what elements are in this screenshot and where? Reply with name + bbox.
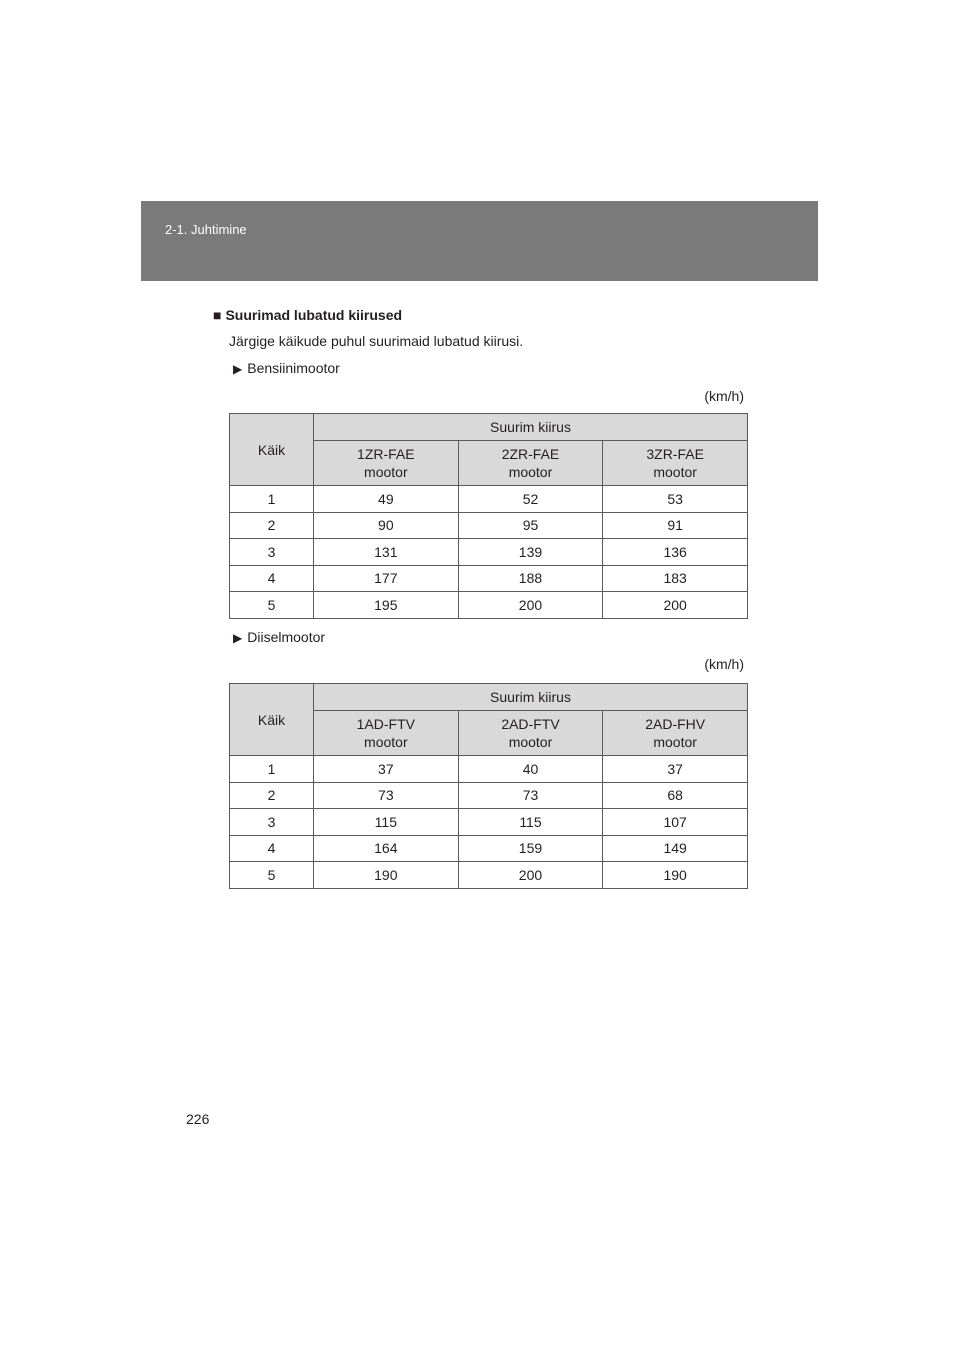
table-row [230, 486, 748, 513]
section-title: 2-1. Juhtimine [165, 222, 247, 237]
engine-column-header: 3ZR-FAE mootor [603, 441, 748, 486]
engine-column-header: 2ZR-FAE mootor [458, 441, 603, 486]
gear-cell: 4 [230, 835, 314, 862]
table-row [230, 756, 748, 783]
speed-cell: 90 [314, 512, 459, 539]
chapter-header-band [141, 201, 818, 281]
speed-cell: 107 [603, 809, 748, 836]
speed-cell: 159 [458, 835, 603, 862]
table-row [230, 512, 748, 539]
diesel-engine-text: Diiselmootor [247, 629, 326, 645]
speed-cell: 183 [603, 565, 748, 592]
table-row [230, 592, 748, 619]
speed-cell: 188 [458, 565, 603, 592]
section-heading [213, 307, 402, 323]
diesel-unit-label: (km/h) [704, 656, 744, 672]
engine-column-header: 2AD-FHV mootor [603, 711, 748, 756]
triangle-arrow-icon: ▶ [233, 631, 243, 645]
square-bullet-icon: ■ [213, 307, 222, 323]
speed-cell: 95 [458, 512, 603, 539]
speed-cell: 200 [458, 592, 603, 619]
speed-cell: 52 [458, 486, 603, 513]
diesel-speed-table [229, 683, 748, 889]
petrol-unit-label: (km/h) [704, 388, 744, 404]
speed-cell: 177 [314, 565, 459, 592]
speed-cell: 49 [314, 486, 459, 513]
speed-cell: 73 [314, 782, 459, 809]
page-number: 226 [186, 1111, 210, 1127]
speed-cell: 190 [314, 862, 459, 889]
speed-cell: 91 [603, 512, 748, 539]
speed-cell: 73 [458, 782, 603, 809]
max-speed-header: Suurim kiirus [314, 414, 748, 441]
speed-cell: 139 [458, 539, 603, 566]
table-row [230, 565, 748, 592]
heading-text: Suurimad lubatud kiirused [225, 307, 403, 323]
petrol-engine-text: Bensiinimootor [247, 360, 340, 376]
table-row [230, 782, 748, 809]
triangle-arrow-icon: ▶ [233, 362, 243, 376]
table-row [230, 809, 748, 836]
speed-cell: 40 [458, 756, 603, 783]
petrol-engine-label [233, 360, 340, 376]
engine-column-header: 1AD-FTV mootor [314, 711, 459, 756]
table-row [230, 862, 748, 889]
gear-cell: 2 [230, 512, 314, 539]
gear-cell: 1 [230, 486, 314, 513]
speed-cell: 131 [314, 539, 459, 566]
max-speed-header: Suurim kiirus [314, 684, 748, 711]
speed-cell: 37 [603, 756, 748, 783]
speed-cell: 164 [314, 835, 459, 862]
gear-cell: 1 [230, 756, 314, 783]
intro-paragraph: Järgige käikude puhul suurimaid lubatud kiirusi. [229, 333, 524, 349]
table-row [230, 539, 748, 566]
engine-column-header: 2AD-FTV mootor [458, 711, 603, 756]
engine-column-header: 1ZR-FAE mootor [314, 441, 459, 486]
gear-header: Käik [230, 414, 314, 486]
gear-cell: 4 [230, 565, 314, 592]
gear-cell: 3 [230, 539, 314, 566]
speed-cell: 200 [603, 592, 748, 619]
diesel-engine-label [233, 629, 325, 645]
gear-header: Käik [230, 684, 314, 756]
gear-cell: 5 [230, 592, 314, 619]
speed-cell: 195 [314, 592, 459, 619]
gear-cell: 5 [230, 862, 314, 889]
speed-cell: 149 [603, 835, 748, 862]
gear-cell: 3 [230, 809, 314, 836]
speed-cell: 200 [458, 862, 603, 889]
speed-cell: 136 [603, 539, 748, 566]
speed-cell: 37 [314, 756, 459, 783]
speed-cell: 190 [603, 862, 748, 889]
speed-cell: 115 [314, 809, 459, 836]
speed-cell: 115 [458, 809, 603, 836]
speed-cell: 68 [603, 782, 748, 809]
gear-cell: 2 [230, 782, 314, 809]
table-row [230, 835, 748, 862]
speed-cell: 53 [603, 486, 748, 513]
petrol-speed-table [229, 413, 748, 619]
